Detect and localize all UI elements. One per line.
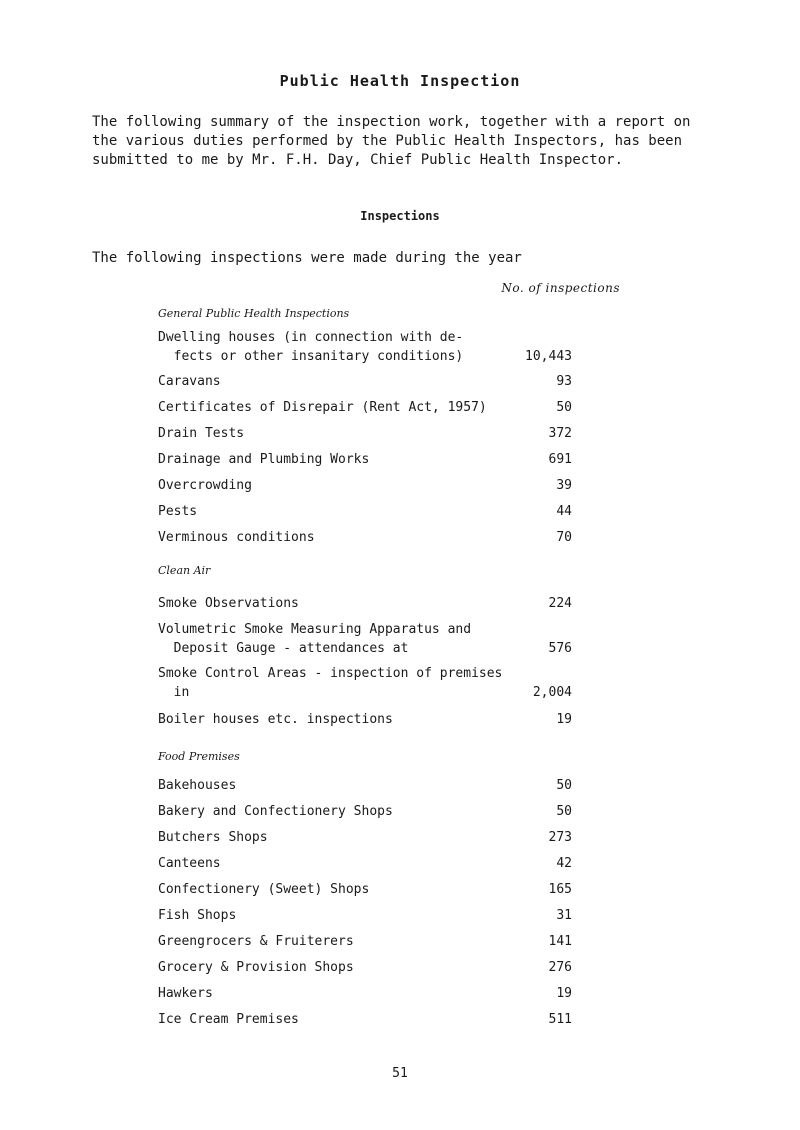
row-label: Volumetric Smoke Measuring Apparatus and Deposit Gauge - attendances at [158,622,472,656]
table-row [158,664,578,702]
row-label: Overcrowding [158,478,252,493]
intro-paragraph: The following summary of the inspection work, together with a report on the various duties performed by the Public Health Inspectors, has been submitted to me by Mr. F.H. Day, Chief Public Health Inspector. [92,114,691,168]
column-heading: No. of inspections [501,281,620,295]
row-value: 691 [548,452,572,467]
row-value: 70 [556,530,572,545]
row-value: 511 [548,1012,572,1027]
row-value: 50 [556,778,572,793]
row-label: Boiler houses etc. inspections [158,712,393,727]
row-value: 372 [548,426,572,441]
row-label: Smoke Observations [158,596,299,611]
row-value: 141 [548,934,572,949]
row-label: Hawkers [158,986,213,1001]
page-number: 51 [392,1066,408,1081]
row-value: 39 [556,478,572,493]
table-row [158,476,578,495]
row-label: Butchers Shops [158,830,268,845]
page-title: Public Health Inspection [279,72,521,90]
table-row [158,1010,578,1029]
row-value: 31 [556,908,572,923]
row-value: 165 [548,882,572,897]
row-label: Bakery and Confectionery Shops [158,804,393,819]
table-row [158,958,578,977]
table-row [158,424,578,443]
row-value: 19 [556,712,572,727]
row-label: Pests [158,504,198,519]
row-value: 93 [556,374,572,389]
table-row [158,620,578,658]
row-value: 50 [556,804,572,819]
table-row [158,502,578,521]
row-label: Certificates of Disrepair (Rent Act, 1957) [158,400,487,415]
table-row [158,932,578,951]
table-row [158,776,578,795]
row-value: 224 [548,596,572,611]
row-label: Confectionery (Sweet) Shops [158,882,370,897]
section-heading: Inspections [360,209,440,223]
category-clean-air: Clean Air [158,564,211,577]
table-row [158,906,578,925]
row-label: Smoke Control Areas - inspection of premises in [158,666,503,700]
table-row [158,528,578,547]
table-row [158,854,578,873]
table-row [158,594,578,613]
table-row [158,450,578,469]
table-row [158,328,578,366]
row-value: 50 [556,400,572,415]
table-row [158,398,578,417]
row-value: 2,004 [532,685,572,700]
category-food-premises: Food Premises [158,750,240,763]
row-value: 276 [548,960,572,975]
table-row [158,880,578,899]
table-row [158,372,578,391]
row-label: Ice Cream Premises [158,1012,299,1027]
table-row [158,828,578,847]
row-value: 44 [556,504,572,519]
category-general: General Public Health Inspections [158,307,350,320]
table-row [158,984,578,1003]
row-value: 19 [556,986,572,1001]
lead-sentence: The following inspections were made during the year [92,250,522,266]
row-label: Caravans [158,374,221,389]
row-label: Verminous conditions [158,530,315,545]
row-label: Grocery & Provision Shops [158,960,354,975]
row-value: 42 [556,856,572,871]
row-value: 273 [548,830,572,845]
row-label: Drain Tests [158,426,245,441]
row-label: Greengrocers & Fruiterers [158,934,354,949]
row-label: Canteens [158,856,221,871]
row-value: 10,443 [525,349,572,364]
table-row [158,802,578,821]
row-label: Dwelling houses (in connection with de- fects or other insanitary conditions) [158,330,464,364]
table-row [158,710,578,729]
row-label: Bakehouses [158,778,237,793]
row-label: Drainage and Plumbing Works [158,452,370,467]
row-value: 576 [548,641,572,656]
row-label: Fish Shops [158,908,237,923]
